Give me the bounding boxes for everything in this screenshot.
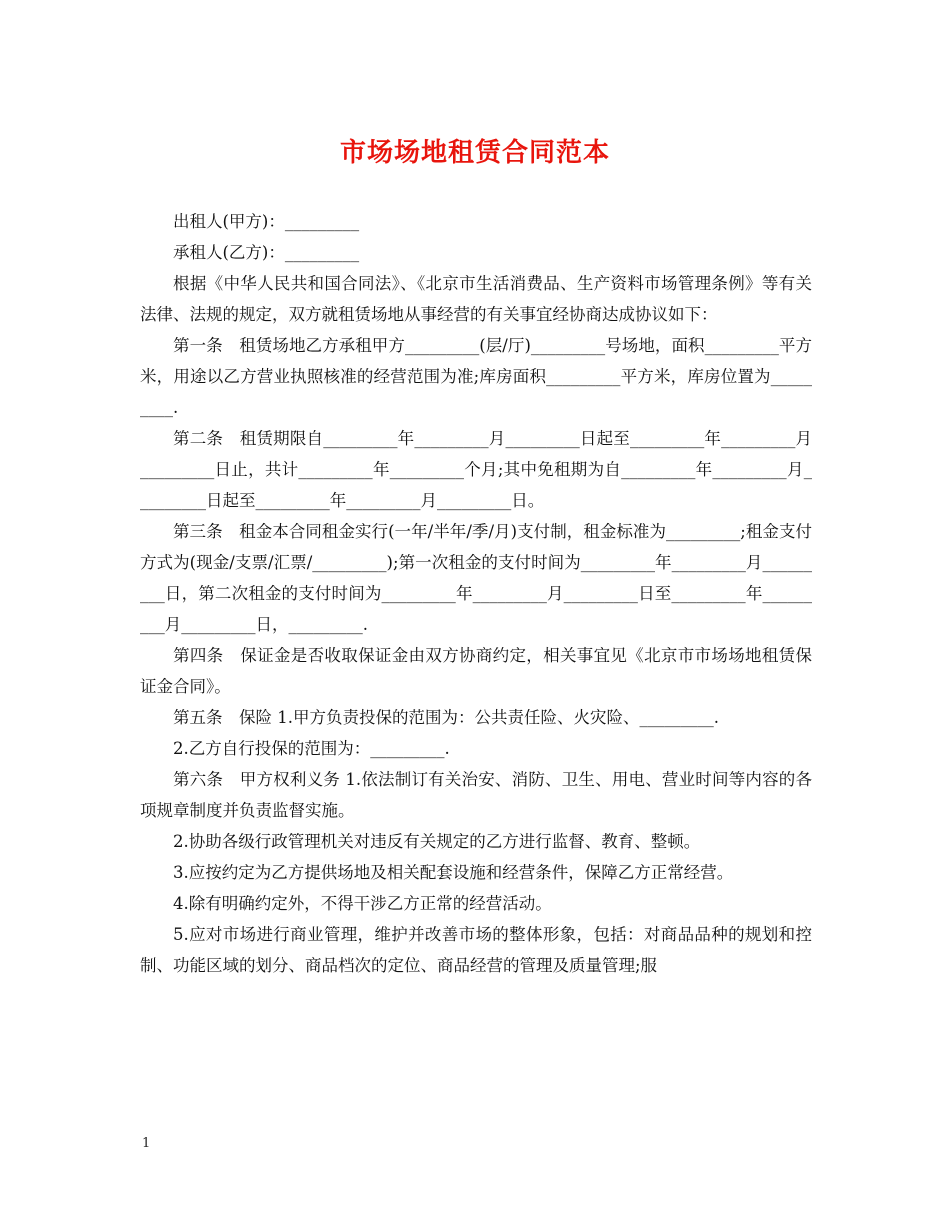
article-6-paragraph: 第六条 甲方权利义务 1.依法制订有关治安、消防、卫生、用电、营业时间等内容的各项规章制度并负责监督实施。 [140,770,812,820]
document-title: 市场场地租赁合同范本 [339,138,610,168]
page-number: 1 [142,1136,151,1151]
document-body [140,206,812,981]
article-6-item-2: 2.协助各级行政管理机关对违反有关规定的乙方进行监督、教育、整顿。 [173,832,701,851]
lessee-line: 承租人(乙方)：_________ [173,243,360,262]
article-5-paragraph: 第五条 保险 1.甲方负责投保的范围为：公共责任险、火灾险、_________. [173,708,719,727]
article-6-item-3: 3.应按约定为乙方提供场地及相关配套设施和经营条件，保障乙方正常经营。 [173,863,734,882]
article-1-paragraph: 第一条 租赁场地乙方承租甲方_________(层/厅)_________号场地，面积_________平方米，用途以乙方营业执照核准的经营范围为准;库房面积_________平方米，库房位置为_________. [140,336,812,417]
article-4-paragraph: 第四条 保证金是否收取保证金由双方协商约定，相关事宜见《北京市市场场地租赁保证金合同》。 [140,646,812,696]
article-6-item-4: 4.除有明确约定外，不得干涉乙方正常的经营活动。 [173,894,552,913]
article-3-paragraph: 第三条 租金本合同租金实行(一年/半年/季/月)支付制，租金标准为_________;租金支付方式为(现金/支票/汇票/_________);第一次租金的支付时间为_________年_________月_________日，第二次租金的支付时间为_________年_________月_________日至_________年_________月_________日，_________. [140,522,812,634]
article-6-item-5: 5.应对市场进行商业管理，维护并改善市场的整体形象，包括：对商品品种的规划和控制、功能区域的划分、商品档次的定位、商品经营的管理及质量管理;服 [140,925,812,975]
lessor-line: 出租人(甲方)：_________ [173,212,360,231]
article-5-item-2: 2.乙方自行投保的范围为：_________. [173,739,450,758]
article-2-paragraph: 第二条 租赁期限自_________年_________月_________日起至_________年_________月_________日止，共计_________年_________个月;其中免租期为自_________年_________月_________日起至_________年_________月_________日。 [140,429,812,510]
preamble-paragraph: 根据《中华人民共和国合同法》、《北京市生活消费品、生产资料市场管理条例》等有关法律、法规的规定，双方就租赁场地从事经营的有关事宜经协商达成协议如下： [140,274,812,324]
